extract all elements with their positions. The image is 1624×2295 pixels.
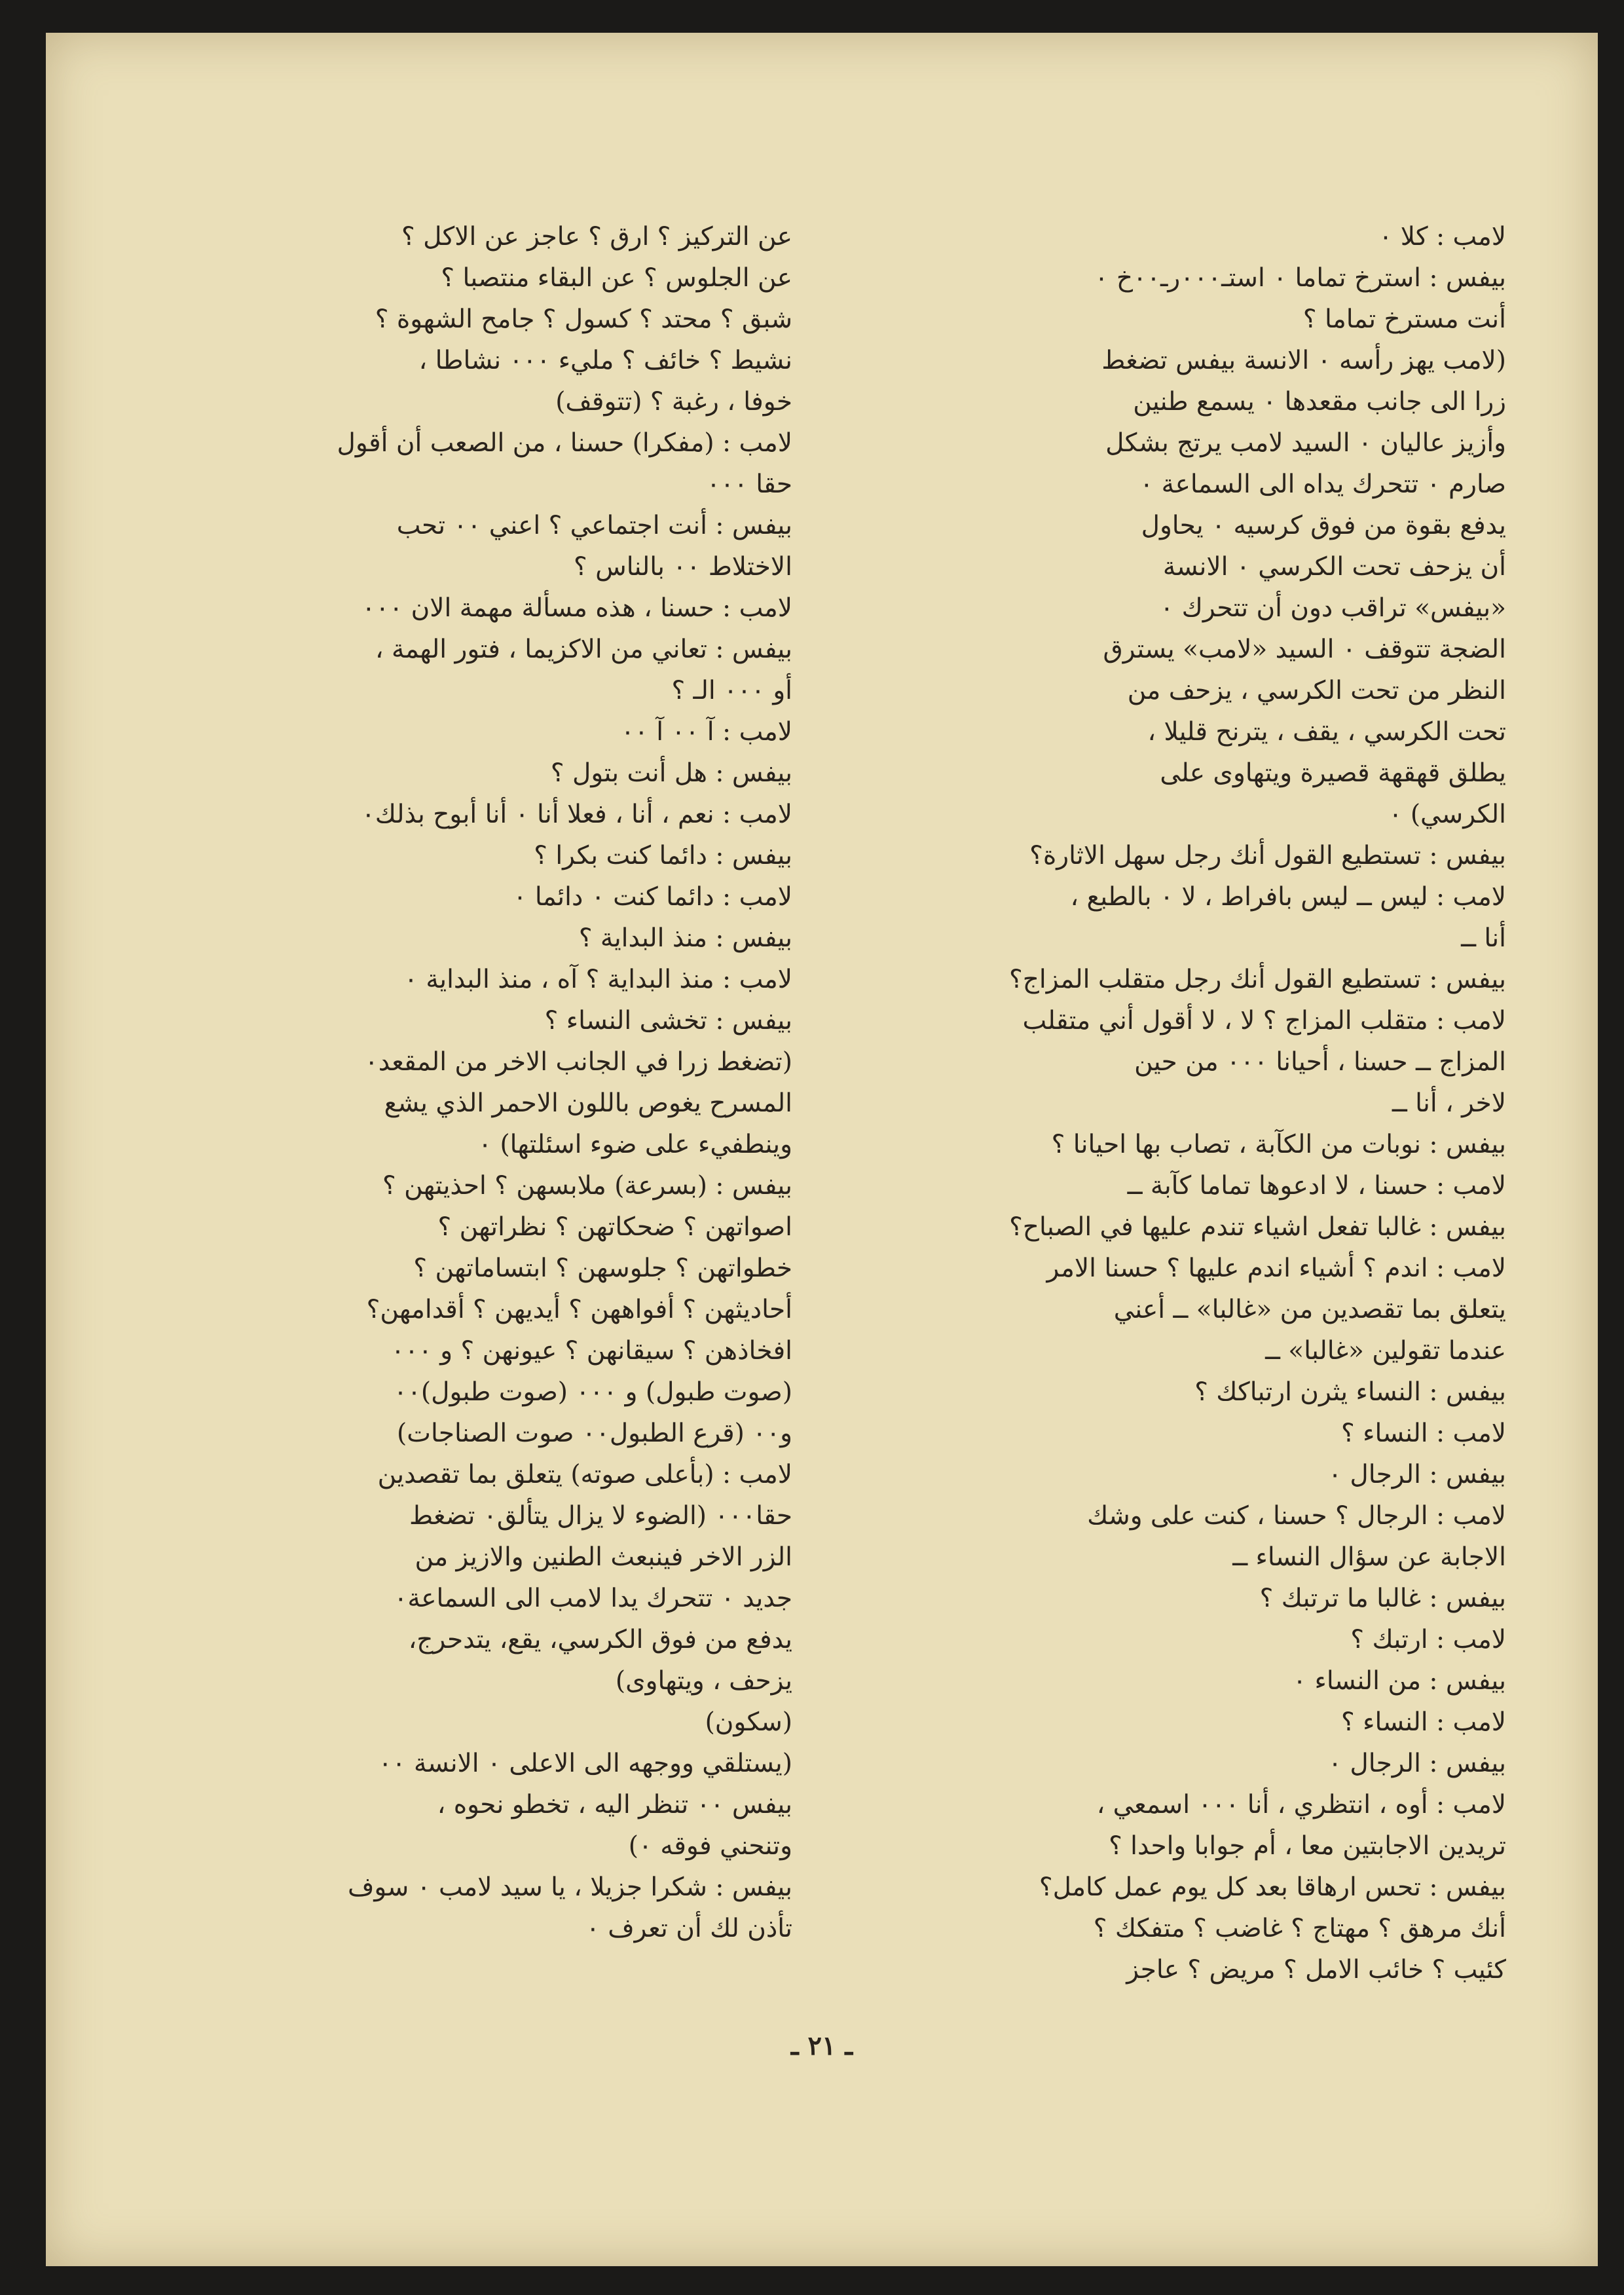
right-column-line: بيفس : الرجال ٠ <box>1328 1749 1506 1778</box>
left-column-line: بيفس : هل أنت بتول ؟ <box>550 758 792 788</box>
left-column-line: أو ٠٠٠ الـ ؟ <box>671 676 792 705</box>
left-column-line: نشيط ؟ خائف ؟ مليء ٠٠٠ نشاطا ، <box>418 346 792 375</box>
right-column-line: لامب : أوه ، انتظري ، أنا ٠٠٠ اسمعي ، <box>1096 1790 1506 1819</box>
right-column-line: وأزيز عاليان ٠ السيد لامب يرتج بشكل <box>1105 428 1506 458</box>
left-column-line: اصواتهن ؟ ضحكاتهن ؟ نظراتهن ؟ <box>437 1212 792 1242</box>
right-column-line: لامب : حسنا ، لا ادعوها تماما كآبة ــ <box>1127 1171 1506 1201</box>
right-column-line: بيفس : استرخ تماما ٠ استـ٠٠٠رـ٠٠خ ٠ <box>1094 263 1506 293</box>
left-column-line: (صوت طبول) و ٠٠٠ (صوت طبول)٠٠ <box>394 1377 792 1407</box>
left-column-line: المسرح يغوص باللون الاحمر الذي يشع <box>384 1089 792 1118</box>
left-column-line: بيفس : تخشى النساء ؟ <box>544 1006 792 1036</box>
left-column-line: افخاذهن ؟ سيقانهن ؟ عيونهن ؟ و ٠٠٠ <box>391 1336 792 1366</box>
right-column-line: بيفس : غالبا ما ترتبك ؟ <box>1259 1584 1506 1613</box>
left-column-line: خوفا ، رغبة ؟ (تتوقف) <box>555 387 792 417</box>
right-column-line: أنك مرهق ؟ مهتاج ؟ غاضب ؟ متفكك ؟ <box>1093 1914 1506 1943</box>
right-column-line: الكرسي) ٠ <box>1388 800 1506 829</box>
left-column-line: عن التركيز ؟ ارق ؟ عاجز عن الاكل ؟ <box>401 222 792 252</box>
right-column-line: يتعلق بما تقصدين من «غالبا» ــ أعني <box>1113 1295 1506 1324</box>
right-column-line: لامب : ارتبك ؟ <box>1350 1625 1506 1654</box>
right-column-line: لامب : كلا ٠ <box>1378 222 1506 252</box>
right-column-line: لامب : الرجال ؟ حسنا ، كنت على وشك <box>1087 1501 1506 1531</box>
left-column-line: بيفس : دائما كنت بكرا ؟ <box>534 841 792 870</box>
left-column-line: بيفس : شكرا جزيلا ، يا سيد لامب ٠ سوف <box>348 1873 792 1902</box>
left-column-line: بيفس : أنت اجتماعي ؟ اعني ٠٠ تحب <box>396 511 792 540</box>
left-column-line: يزحف ، ويتهاوى) <box>615 1666 792 1696</box>
left-column-line: أحاديثهن ؟ أفواههن ؟ أيديهن ؟ أقدامهن؟ <box>366 1295 792 1324</box>
right-column-line: (لامب يهز رأسه ٠ الانسة بيفس تضغط <box>1101 346 1506 375</box>
book-page <box>46 33 1598 2266</box>
left-column-line: بيفس ٠٠ تنظر اليه ، تخطو نحوه ، <box>437 1790 792 1819</box>
page-number: ـ ٢١ ـ <box>790 2030 853 2061</box>
left-column-line: حقا ٠٠٠ <box>707 470 792 499</box>
right-column-line: لامب : متقلب المزاج ؟ لا ، لا أقول أني متقلب <box>1022 1006 1506 1036</box>
left-column-line: الاختلاط ٠٠ بالناس ؟ <box>574 552 792 582</box>
left-column <box>255 216 792 1949</box>
left-column-line: (تضغط زرا في الجانب الاخر من المقعد٠ <box>364 1047 792 1077</box>
left-column-line: بيفس : منذ البداية ؟ <box>578 924 792 953</box>
left-column-line: الزر الاخر فينبعث الطنين والازيز من <box>415 1542 792 1572</box>
left-column-line: لامب : دائما كنت ٠ دائما ٠ <box>513 882 792 912</box>
right-column-line: كئيب ؟ خائب الامل ؟ مريض ؟ عاجز <box>1126 1955 1506 1985</box>
right-column-line: يطلق قهقهة قصيرة ويتهاوى على <box>1160 758 1506 788</box>
left-column-line: وتنحني فوقه ٠) <box>628 1831 792 1861</box>
right-column-line: لامب : النساء ؟ <box>1341 1707 1506 1737</box>
right-column-line: بيفس : نوبات من الكآبة ، تصاب بها احيانا ؟ <box>1051 1130 1506 1159</box>
right-column-line: بيفس : تستطيع القول أنك رجل سهل الاثارة؟ <box>1029 841 1506 870</box>
left-column-line: لامب : نعم ، أنا ، فعلا أنا ٠ أنا أبوح بذلك٠ <box>361 800 792 829</box>
left-column-line: لامب : (مفكرا) حسنا ، من الصعب أن أقول <box>337 428 792 458</box>
right-column-line: يدفع بقوة من فوق كرسيه ٠ يحاول <box>1141 511 1506 540</box>
left-column-line: تأذن لك أن تعرف ٠ <box>585 1914 792 1943</box>
left-column-line: (يستلقي ووجهه الى الاعلى ٠ الانسة ٠٠ <box>378 1749 792 1778</box>
right-column-line: صارم ٠ تتحرك يداه الى السماعة ٠ <box>1139 470 1506 499</box>
right-column-line: النظر من تحت الكرسي ، يزحف من <box>1127 676 1506 705</box>
right-column-line: لامب : النساء ؟ <box>1341 1419 1506 1448</box>
right-column-line: المزاج ــ حسنا ، أحيانا ٠٠٠ من حين <box>1134 1047 1506 1077</box>
right-column-line: أنت مسترخ تماما ؟ <box>1302 305 1506 334</box>
left-column-line: لامب : حسنا ، هذه مسألة مهمة الان ٠٠٠ <box>361 593 792 623</box>
right-column-line: أن يزحف تحت الكرسي ٠ الانسة <box>1162 552 1506 582</box>
right-column-line: تحت الكرسي ، يقف ، يترنح قليلا ، <box>1147 717 1506 747</box>
right-column-line: بيفس : النساء يثرن ارتباكك ؟ <box>1194 1377 1506 1407</box>
right-column-line: «بيفس» تراقب دون أن تتحرك ٠ <box>1160 593 1506 623</box>
right-column <box>943 216 1506 1990</box>
left-column-line: و٠٠ (قرع الطبول٠٠ صوت الصناجات) <box>397 1419 792 1448</box>
right-column-line: عندما تقولين «غالبا» ــ <box>1265 1336 1506 1366</box>
right-column-line: تريدين الاجابتين معا ، أم جوابا واحدا ؟ <box>1109 1831 1506 1861</box>
left-column-line: لامب : (بأعلى صوته) يتعلق بما تقصدين <box>377 1460 792 1489</box>
left-column-line: خطواتهن ؟ جلوسهن ؟ ابتساماتهن ؟ <box>413 1254 792 1283</box>
left-column-line: لامب : آ ٠٠ آ ٠٠ <box>620 717 792 747</box>
left-column-line: وينطفيء على ضوء اسئلتها) ٠ <box>478 1130 792 1159</box>
right-column-line: بيفس : الرجال ٠ <box>1328 1460 1506 1489</box>
left-column-line: (سكون) <box>705 1707 792 1737</box>
right-column-line: لامب : اندم ؟ أشياء اندم عليها ؟ حسنا الامر <box>1046 1254 1506 1283</box>
right-column-line: الضجة تتوقف ٠ السيد «لامب» يسترق <box>1103 635 1506 664</box>
left-column-line: بيفس : تعاني من الاكزيما ، فتور الهمة ، <box>375 635 792 664</box>
left-column-line: يدفع من فوق الكرسي، يقع، يتدحرج، <box>408 1625 792 1654</box>
left-column-line: حقا٠٠٠ (الضوء لا يزال يتألق٠ تضغط <box>409 1501 792 1531</box>
left-column-line: شبق ؟ محتد ؟ كسول ؟ جامح الشهوة ؟ <box>375 305 792 334</box>
left-column-line: بيفس : (بسرعة) ملابسهن ؟ احذيتهن ؟ <box>382 1171 792 1201</box>
right-column-line: بيفس : غالبا تفعل اشياء تندم عليها في الصباح؟ <box>1009 1212 1506 1242</box>
left-column-line: جديد ٠ تتحرك يدا لامب الى السماعة٠ <box>394 1584 792 1613</box>
right-column-line: بيفس : تحس ارهاقا بعد كل يوم عمل كامل؟ <box>1039 1873 1506 1902</box>
right-column-line: لامب : ليس ــ ليس بافراط ، لا ٠ بالطبع ، <box>1070 882 1506 912</box>
right-column-line: لاخر ، أنا ــ <box>1392 1089 1506 1118</box>
right-column-line: بيفس : من النساء ٠ <box>1293 1666 1506 1696</box>
right-column-line: الاجابة عن سؤال النساء ــ <box>1232 1542 1506 1572</box>
right-column-line: زرا الى جانب مقعدها ٠ يسمع طنين <box>1133 387 1506 417</box>
right-column-line: بيفس : تستطيع القول أنك رجل متقلب المزاج؟ <box>1009 965 1506 994</box>
right-column-line: أنا ــ <box>1461 924 1506 953</box>
left-column-line: عن الجلوس ؟ عن البقاء منتصبا ؟ <box>441 263 792 293</box>
left-column-line: لامب : منذ البداية ؟ آه ، منذ البداية ٠ <box>403 965 792 994</box>
